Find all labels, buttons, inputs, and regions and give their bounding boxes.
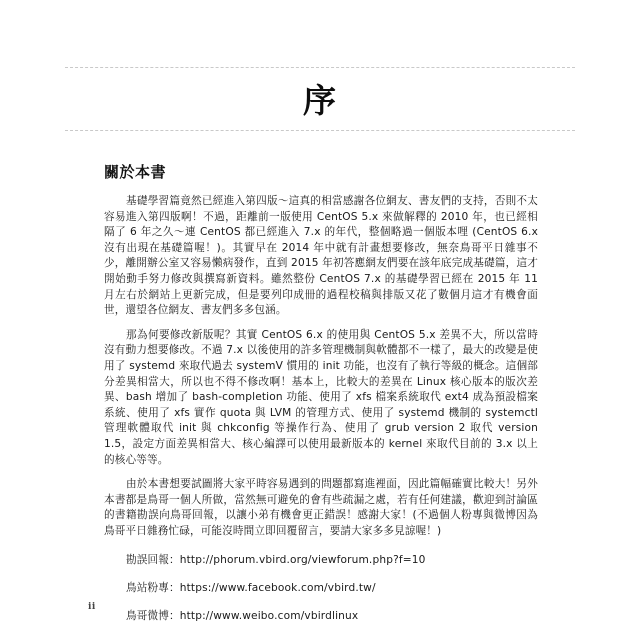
body-content xyxy=(104,162,538,636)
contact-links xyxy=(104,553,538,624)
section-heading: 關於本書 xyxy=(104,163,167,181)
header-divider-bottom xyxy=(65,130,575,131)
link-url-facebook[interactable]: https://www.facebook.com/vbird.tw/ xyxy=(179,582,376,595)
link-label-weibo: 鳥哥微博： xyxy=(126,609,180,622)
link-label-errata: 勘誤回報： xyxy=(126,554,180,567)
header-divider-top xyxy=(65,67,575,68)
link-url-weibo[interactable]: http://www.weibo.com/vbirdlinux xyxy=(179,609,359,622)
body-paragraph: 由於本書想要試圖將大家平時容易遇到的問題都寫進裡面，因此篇幅確實比較大！另外本書都是鳥哥一個人所做，當然無可避免的會有些疏漏之處，若有任何建議，歡迎到討論區的書籍勘誤向鳥哥回報，以讓小弟有機會更正錯誤！感謝大家！(不過個人粉專與微博因為鳥哥平日雜務忙碌，可能沒時間立即回覆留言，要請大家多多見諒喔！) xyxy=(104,478,538,537)
link-row xyxy=(104,553,538,569)
page-number: ii xyxy=(88,602,96,612)
body-paragraph: 那為何要修改新版呢？其實 CentOS 6.x 的使用與 CentOS 5.x 差異不大，所以當時沒有動力想要修改。不過 7.x 以後使用的許多管理機制與軟體都不一樣了，最大的改變是使用了 systemd 來取代過去 systemV 慣用的 init 功能，也沒有了執行等級的概念。這個部分差異相當大，所以也不得不修改啊！基本上，比較大的差異在 Linux 核心版本的版次差異、bash 增加了 bash-completion 功能、使用了 xfs 檔案系統取代 ext4 成為預設檔案系統、使用了 xfs 實作 quota 與 LVM 的管理方式、使用了 systemd 機制的 systemctl 管理軟體取代 init 與 chkconfig 等操作行為、使用了 grub version 2 取代 version 1.5，設定方面差異相當大、核心編譯可以使用最新版本的 kernel 來取代目前的 3.x 以上的核心等等。 xyxy=(104,328,538,466)
link-label-facebook: 鳥站粉專： xyxy=(126,582,180,595)
body-paragraph: 基礎學習篇竟然已經進入第四版～這真的相當感謝各位網友、書友們的支持，否則不太容易進入第四版啊！不過，距離前一版使用 CentOS 5.x 來做解釋的 2010 年，也已經相隔了 6 年之久～連 CentOS 都已經進入 7.x 的年代，整個略過一個版本哩 (CentOS 6.x 沒有出現在基礎篇喔！)。其實早在 2014 年中就有計畫想要修改，無奈鳥哥平日雜事不少，離開辦公室又容易懶病發作，直到 2015 年初答應網友們要在該年底完成基礎篇，這才開始動手努力修改與撰寫新資料。雖然整份 CentOS 7.x 的基礎學習已經在 2015 年 11 月左右於網站上更新完成，但是要列印成冊的過程校稿與排版又花了數個月這才有機會面世，還望各位網友、書友們多多包涵。 xyxy=(104,195,538,317)
page-title: 序 xyxy=(303,81,337,120)
link-row xyxy=(104,609,538,625)
link-row xyxy=(104,581,538,597)
link-url-errata[interactable]: http://phorum.vbird.org/viewforum.php?f=10 xyxy=(179,554,426,567)
